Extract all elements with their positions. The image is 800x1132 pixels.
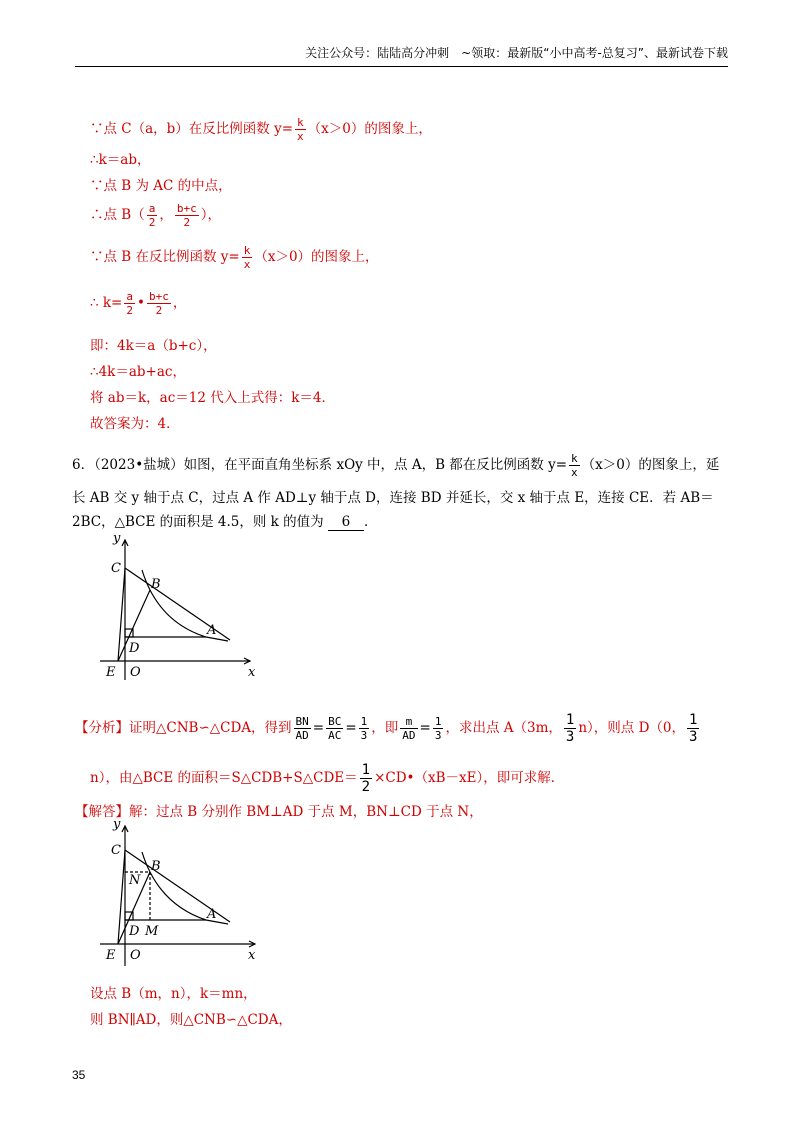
label-y: y <box>113 531 121 546</box>
q6-line3 <box>72 510 377 531</box>
fraction <box>360 762 372 795</box>
analysis-line2 <box>90 762 564 795</box>
numerator: k <box>243 244 251 257</box>
sol5-line10: 故答案为：4． <box>90 416 180 432</box>
text: ∴ k= <box>90 295 123 311</box>
fraction <box>175 202 199 229</box>
text: ∵点 B 在反比例函数 y= <box>90 249 240 265</box>
label-O: O <box>130 948 141 963</box>
numerator: 1 <box>361 762 371 778</box>
numerator: 1 <box>689 712 698 728</box>
numerator: b+c <box>148 290 169 303</box>
fraction <box>433 715 444 742</box>
label-D: D <box>129 641 140 656</box>
denominator: x <box>297 130 304 143</box>
text: （x＞0）的图象上， <box>254 249 379 265</box>
numerator: BC <box>328 715 342 728</box>
sol5-line1 <box>90 116 432 143</box>
numerator: a <box>148 202 156 215</box>
text: ）， <box>200 207 221 223</box>
q6-line2: 长 AB 交 y 轴于点 C，过点 A 作 AD⊥y 轴于点 D，连接 BD 并延长，交 x 轴于点 E，连接 CE．若 AB＝ <box>72 490 714 506</box>
numerator: m <box>400 715 417 729</box>
sol5-line4: ∴点 B（ $\frac{a}{2}$ ， $\frac{b+c}{2}$ ）， <box>90 202 221 229</box>
denominator: 2 <box>155 304 163 317</box>
denominator: 3 <box>565 729 575 745</box>
fraction <box>326 715 343 742</box>
label-D: D <box>129 924 140 939</box>
numerator: 1 <box>565 712 575 728</box>
page-number: 35 <box>72 1068 86 1082</box>
fraction <box>294 715 311 742</box>
text: = <box>345 720 357 736</box>
text: （x＞0）的图象上，延 <box>581 457 720 473</box>
text: = <box>312 720 325 736</box>
q6-line1 <box>72 452 719 479</box>
denominator: 2 <box>183 216 191 229</box>
numerator: a <box>126 290 133 303</box>
denominator: AD <box>295 729 309 742</box>
denominator: 3 <box>434 729 442 742</box>
numerator: BN <box>295 715 309 728</box>
sol5-line6 <box>90 290 186 317</box>
label-B: B <box>151 859 161 874</box>
text: ∵点 C（a，b）在反比例函数 y= <box>90 121 294 137</box>
solution-line3: 则 BN∥AD，则△CNB∽△CDA， <box>90 1012 292 1028</box>
fraction <box>242 244 253 271</box>
text: 6．（2023•盐城）如图，在平面直角坐标系 xOy 中，点 A，B 都在反比例函数 y= <box>72 457 568 473</box>
label-C: C <box>111 561 121 576</box>
fraction <box>687 712 699 745</box>
label-N: N <box>129 873 141 888</box>
sol5-line9: 将 ab＝k，ac＝12 代入上式得：k＝4． <box>90 390 336 406</box>
denominator: AD <box>402 729 416 742</box>
denominator: 3 <box>360 729 368 742</box>
fraction <box>124 290 135 317</box>
text: ， <box>172 295 187 311</box>
denominator: 2 <box>361 779 371 795</box>
denominator: AC <box>328 729 342 742</box>
denominator: 2 <box>148 216 156 229</box>
label-E: E <box>106 948 116 963</box>
label-O: O <box>130 665 141 680</box>
fraction <box>400 715 417 742</box>
label-y: y <box>113 818 121 832</box>
solution-line1: 【解答】解：过点 B 分别作 BM⊥AD 于点 M，BN⊥CD 于点 N， <box>75 804 483 820</box>
numerator: 1 <box>434 715 442 728</box>
fraction <box>147 290 171 317</box>
answer-blank: 6 <box>328 514 364 531</box>
analysis-line1 <box>75 712 701 745</box>
text: ，求出点 A（3m， <box>445 720 562 736</box>
numerator: 1 <box>360 715 368 728</box>
fraction <box>359 715 370 742</box>
text: n），由△BCE 的面积＝S△CDB+S△CDE＝ <box>90 770 358 786</box>
text: • <box>137 295 145 311</box>
text: ×CD•（xB－xE），即可求解． <box>374 770 565 786</box>
label-x: x <box>248 948 256 963</box>
denominator: 3 <box>689 729 698 745</box>
label-A: A <box>207 623 217 638</box>
sol5-line7: 即：4k＝a（b+c）， <box>90 338 217 354</box>
text: 【分析】证明△CNB∽△CDA，得到 <box>75 720 292 736</box>
numerator: b+c <box>176 202 197 215</box>
label-A: A <box>207 907 217 922</box>
label-x: x <box>248 665 256 680</box>
fraction <box>569 452 580 479</box>
solution-line2: 设点 B（m，n），k＝mn， <box>90 986 257 1002</box>
fraction <box>295 116 306 143</box>
sol5-line3: ∵点 B 为 AC 的中点， <box>90 178 232 194</box>
sol5-line5 <box>90 244 379 271</box>
figure-2 <box>100 818 270 968</box>
label-C: C <box>111 843 121 858</box>
figure-1 <box>100 530 270 680</box>
fraction <box>147 202 158 229</box>
sol5-line2: ∴k＝ab， <box>90 152 151 168</box>
text: 2BC，△BCE 的面积是 4.5，则 k 的值为 <box>72 514 324 530</box>
label-M: M <box>145 924 159 939</box>
text: n），则点 D（0， <box>578 720 686 736</box>
denominator: x <box>571 466 578 479</box>
text: ，即 <box>371 720 399 736</box>
denominator: x <box>243 258 251 271</box>
text: ∴点 B（ <box>90 207 145 223</box>
sol5-line8: ∴4k＝ab+ac， <box>90 364 186 380</box>
header-text: 关注公众号：陆陆高分冲刺 ~领取：最新版“小中高考-总复习”、最新试卷下载 <box>305 46 728 60</box>
denominator: 2 <box>126 304 133 317</box>
fraction <box>564 712 576 745</box>
text: （x＞0）的图象上， <box>307 121 432 137</box>
text: ． <box>363 514 378 530</box>
label-E: E <box>106 665 116 680</box>
text: = <box>419 720 431 736</box>
numerator: k <box>297 116 304 129</box>
page-header <box>75 44 728 67</box>
numerator: k <box>571 452 578 465</box>
label-B: B <box>151 577 161 592</box>
